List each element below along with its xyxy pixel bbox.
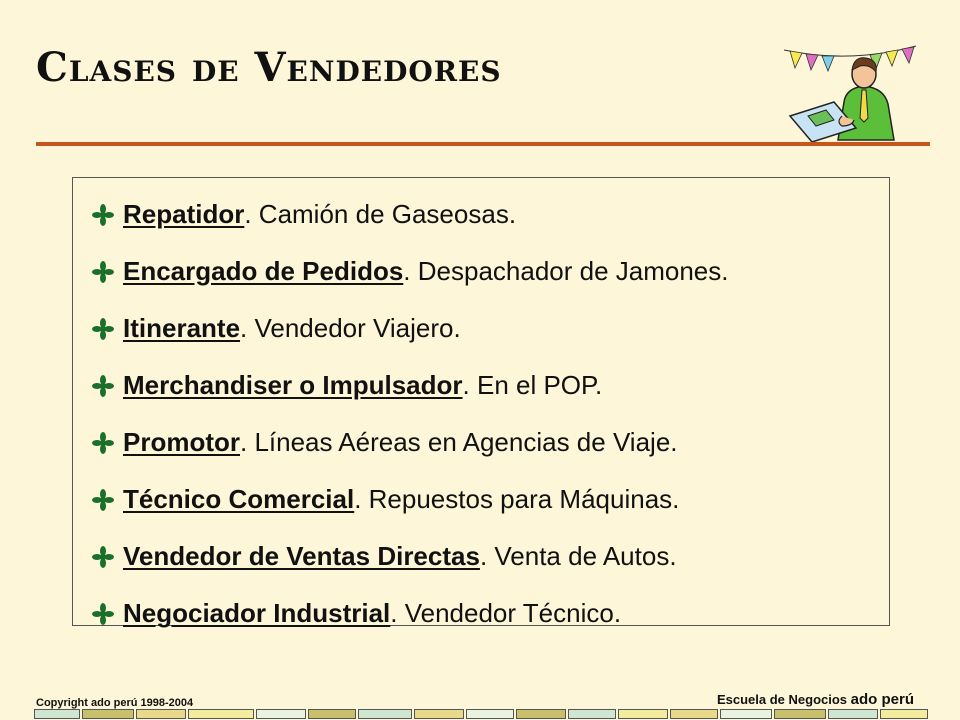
- item-description: . Líneas Aéreas en Agencias de Viaje.: [240, 427, 678, 457]
- diamond-bullet-icon: [91, 602, 115, 626]
- school-name: Escuela de Negocios: [716, 692, 848, 707]
- item-term: Repatidor: [123, 199, 245, 229]
- item-term: Negociador Industrial: [123, 598, 391, 628]
- item-term: Vendedor de Ventas Directas: [123, 541, 480, 571]
- list-item: [91, 357, 889, 414]
- diamond-bullet-icon: [91, 545, 115, 569]
- item-description: . Camión de Gaseosas.: [244, 199, 517, 229]
- title-rule: [36, 142, 930, 146]
- item-description: . Repuestos para Máquinas.: [354, 484, 680, 514]
- diamond-bullet-icon: [91, 260, 115, 284]
- item-term: Técnico Comercial: [123, 484, 355, 514]
- list-item: [91, 585, 889, 642]
- item-description: . Vendedor Viajero.: [240, 313, 461, 343]
- item-term: Merchandiser o Impulsador: [123, 370, 463, 400]
- diamond-bullet-icon: [91, 374, 115, 398]
- salesman-clipart-icon: [782, 42, 918, 142]
- footer-school: [717, 691, 914, 708]
- list-item: [91, 300, 889, 357]
- diamond-bullet-icon: [91, 488, 115, 512]
- list-item: [91, 471, 889, 528]
- item-description: . Vendedor Técnico.: [390, 598, 622, 628]
- slide-title: Clases de Vendedores: [36, 44, 502, 91]
- footer-decoration: [34, 709, 930, 719]
- item-description: . En el POP.: [462, 370, 603, 400]
- diamond-bullet-icon: [91, 317, 115, 341]
- item-term: Encargado de Pedidos: [123, 256, 404, 286]
- item-term: Itinerante: [123, 313, 241, 343]
- item-description: . Despachador de Jamones.: [403, 256, 729, 286]
- item-term: Promotor: [123, 427, 240, 457]
- diamond-bullet-icon: [91, 431, 115, 455]
- list-item: [91, 528, 889, 585]
- list-item: [91, 243, 889, 300]
- list-item: [91, 186, 889, 243]
- copyright-text: Copyright ado perú 1998-2004: [36, 697, 194, 709]
- item-description: . Venta de Autos.: [479, 541, 677, 571]
- content-box: [72, 177, 890, 626]
- diamond-bullet-icon: [91, 203, 115, 227]
- list-item: [91, 414, 889, 471]
- brand-name: ado perú: [850, 691, 914, 708]
